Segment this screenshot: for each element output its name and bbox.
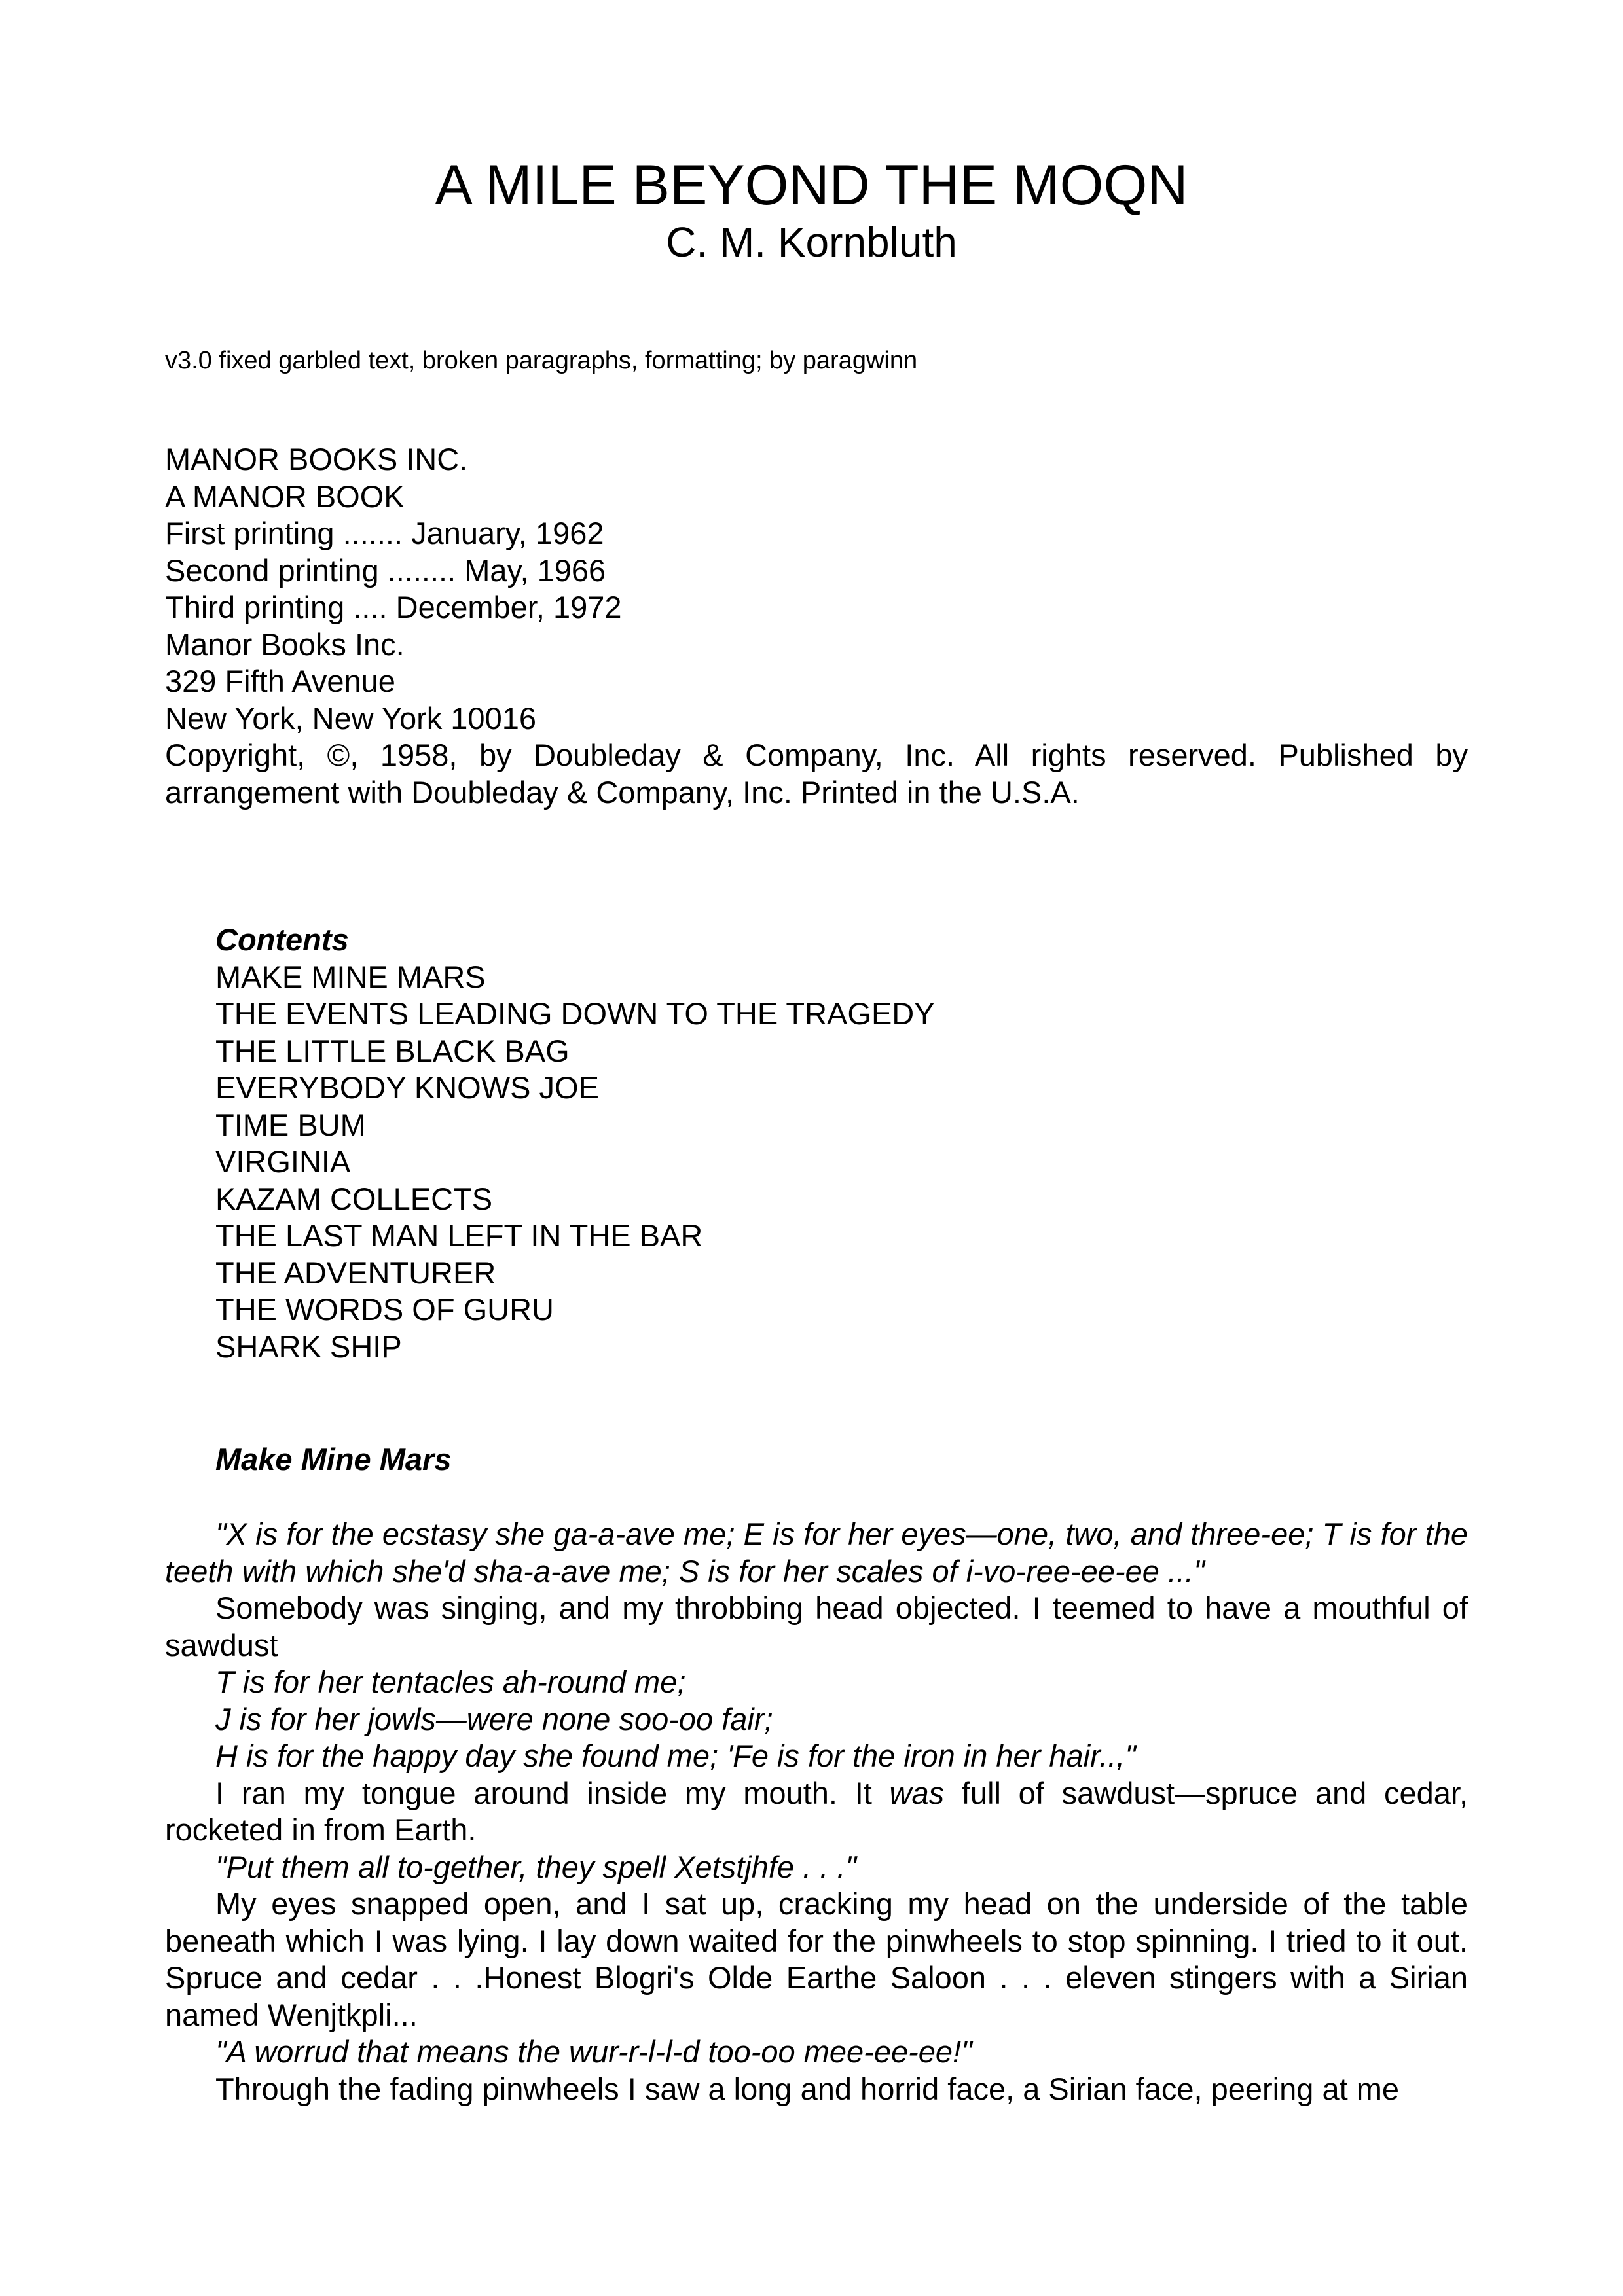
paragraph: "Put them all to-gether, they spell Xetstjhfe . . ." [215, 1849, 857, 1884]
copyright-notice: Copyright, ©, 1958, by Doubleday & Company, Inc. All rights reserved. Published by arrangement with Doubleday & Company, Inc. Printed in the U.S.A. [165, 738, 1468, 810]
contents-item: KAZAM COLLECTS [215, 1181, 493, 1216]
version-note: v3.0 fixed garbled text, broken paragraphs, formatting; by paragwinn [165, 347, 918, 374]
table-of-contents [215, 922, 935, 1365]
story-body [165, 1516, 1468, 2108]
paragraph: J is for her jowls—were none soo-oo fair; [215, 1701, 773, 1736]
publication-line: 329 Fifth Avenue [165, 664, 395, 698]
publication-line: Second printing ........ May, 1966 [165, 552, 606, 588]
paragraph [165, 1775, 1468, 1849]
paragraph: "X is for the ecstasy she ga-a-ave me; E is for her eyes—one, two, and three-ee; T is for the teeth with which she'd sha-a-ave me; S is for her scales of i-vo-ree-ee-ee ..." [165, 1516, 1468, 1588]
contents-item: MAKE MINE MARS [215, 959, 486, 994]
paragraph-text: I ran my tongue around inside my mouth. It [215, 1775, 872, 1810]
contents-item: SHARK SHIP [215, 1329, 402, 1364]
contents-heading: Contents [215, 922, 349, 957]
paragraph: H is for the happy day she found me; 'Fe is for the iron in her hair..," [215, 1738, 1136, 1773]
emphasis-text: was [889, 1775, 945, 1810]
publication-line: A MANOR BOOK [165, 478, 405, 514]
publication-info [165, 441, 1468, 811]
publication-line: Manor Books Inc. [165, 626, 405, 662]
paragraph: My eyes snapped open, and I sat up, cracking my head on the underside of the table beneath which I was lying. I lay down waited for the pinwheels to stop spinning. I tried to it out. Spruce and cedar . . .Honest Blogri's Olde Earthe Saloon . . . eleven stingers with a Sirian named Wenjtkpli... [165, 1886, 1468, 2032]
contents-item: VIRGINIA [215, 1144, 351, 1179]
contents-item: THE LAST MAN LEFT IN THE BAR [215, 1218, 703, 1253]
paragraph: "A worrud that means the wur-r-l-l-d too-oo mee-ee-ee!" [215, 2034, 972, 2069]
contents-item: TIME BUM [215, 1107, 366, 1142]
publication-line: First printing ....... January, 1962 [165, 516, 604, 550]
contents-item: THE WORDS OF GURU [215, 1292, 554, 1327]
story-heading: Make Mine Mars [215, 1442, 452, 1477]
contents-item: THE EVENTS LEADING DOWN TO THE TRAGEDY [215, 996, 935, 1031]
paragraph: Through the fading pinwheels I saw a long and horrid face, a Sirian face, peering at me [215, 2071, 1399, 2106]
paragraph: Somebody was singing, and my throbbing head objected. I teemed to have a mouthful of sawdust [165, 1590, 1468, 1662]
publication-line: Third printing .... December, 1972 [165, 590, 622, 624]
publication-line: MANOR BOOKS INC. [165, 442, 468, 476]
contents-item: EVERYBODY KNOWS JOE [215, 1070, 599, 1105]
publication-line: New York, New York 10016 [165, 700, 536, 736]
paragraph-text: full of sawdust—spruce and cedar, rocketed in from Earth. [165, 1775, 1468, 1847]
contents-item: THE ADVENTURER [215, 1255, 496, 1290]
book-author: C. M. Kornbluth [666, 219, 957, 266]
contents-item: THE LITTLE BLACK BAG [215, 1033, 570, 1068]
paragraph: T is for her tentacles ah-round me; [215, 1664, 686, 1699]
book-title: A MILE BEYOND THE MOQN [435, 154, 1188, 217]
